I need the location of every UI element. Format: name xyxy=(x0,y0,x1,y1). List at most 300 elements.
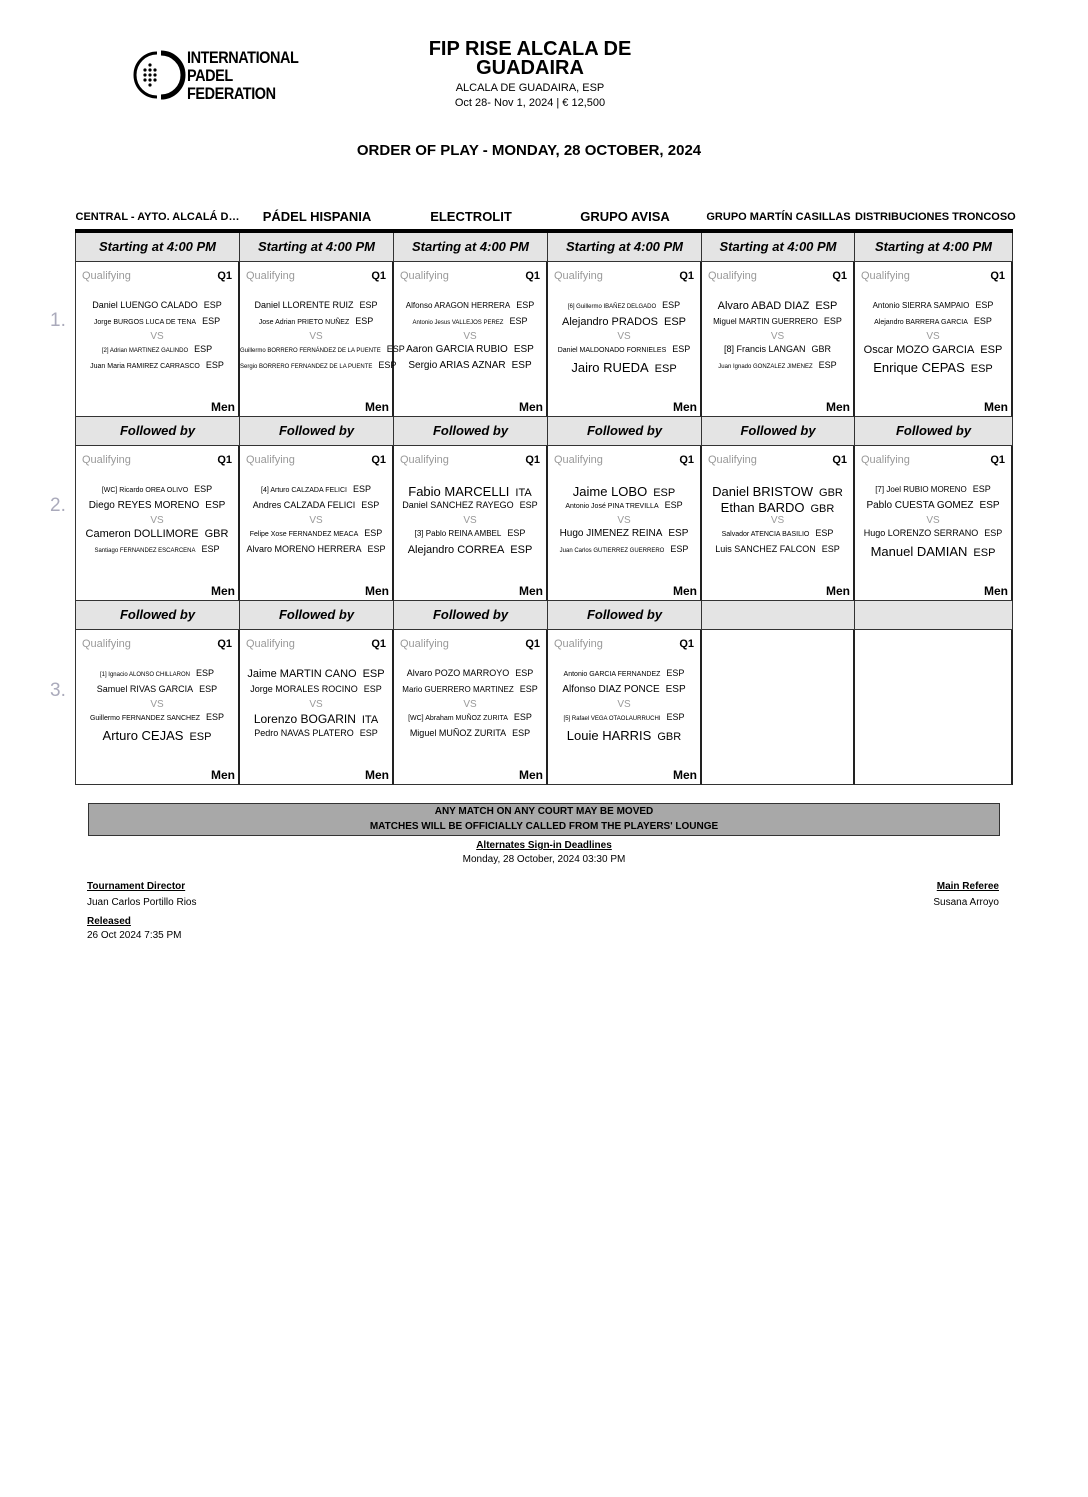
player-name: Fabio MARCELLI xyxy=(408,484,510,499)
empty-slot xyxy=(702,630,855,785)
player-line xyxy=(240,712,392,726)
player-line xyxy=(76,484,238,494)
player-name: Daniel LUENGO CALADO xyxy=(92,300,198,310)
vs-label: VS xyxy=(309,699,323,710)
player-country: ESP xyxy=(507,528,526,538)
player-name: Juan Maria RAMIREZ CARRASCO xyxy=(90,363,200,370)
player-country: GBR xyxy=(204,528,229,540)
slot-header xyxy=(702,601,855,630)
round-code: Q1 xyxy=(990,454,1005,466)
round-label: Qualifying xyxy=(246,270,295,282)
slot-header: Followed by xyxy=(702,417,855,446)
player-country: ESP xyxy=(206,712,225,722)
match-card xyxy=(75,262,240,417)
match-card xyxy=(240,446,394,601)
player-name: [8] Francis LANGAN xyxy=(723,344,806,354)
player-country: ESP xyxy=(355,316,374,326)
player-country: ITA xyxy=(515,487,532,499)
player-line xyxy=(548,528,700,539)
match-row xyxy=(75,262,1013,417)
player-country: ESP xyxy=(654,363,677,375)
match-card xyxy=(394,262,548,417)
player-line xyxy=(702,500,853,515)
row-number: 1. xyxy=(50,310,66,331)
player-name: Pablo CUESTA GOMEZ xyxy=(866,500,974,511)
category-label: Men xyxy=(984,584,1008,598)
court-name: GRUPO MARTÍN CASILLAS xyxy=(706,211,851,223)
player-line xyxy=(394,712,546,722)
logo-text-line: FEDERATION xyxy=(187,84,276,103)
slot-header: Followed by xyxy=(548,601,702,630)
vs-label: VS xyxy=(463,699,477,710)
player-name: Pedro NAVAS PLATERO xyxy=(254,728,354,738)
player-country: ITA xyxy=(361,714,379,726)
vs-label: VS xyxy=(770,515,785,526)
player-name: Mario GUERRERO MARTINEZ xyxy=(402,685,514,694)
round-code: Q1 xyxy=(679,638,694,650)
round-code: Q1 xyxy=(679,270,694,282)
player-country: ESP xyxy=(662,300,681,310)
player-name: Alejandro CORREA xyxy=(407,544,505,556)
court-name: PÁDEL HISPANIA xyxy=(262,209,372,224)
category-label: Men xyxy=(211,584,235,598)
player-country: ESP xyxy=(666,712,685,722)
player-country: ESP xyxy=(672,344,691,354)
player-country: ESP xyxy=(663,316,686,328)
player-country: ESP xyxy=(823,316,842,326)
player-name: Daniel BRISTOW xyxy=(712,484,814,499)
player-country: GBR xyxy=(811,344,832,354)
player-line xyxy=(76,712,238,722)
player-country: ESP xyxy=(364,528,383,538)
match-card xyxy=(855,446,1013,601)
row-number: 2. xyxy=(50,495,66,516)
player-name: Alejandro PRADOS xyxy=(561,316,658,328)
player-country: ESP xyxy=(359,728,378,738)
round-label: Qualifying xyxy=(708,270,757,282)
player-name: Arturo CEJAS xyxy=(102,728,184,743)
player-name: [5] Rafael VEGA OTAOLAURRUCHI xyxy=(563,716,661,722)
player-name: Jose Adrian PRIETO NUÑEZ xyxy=(258,319,350,326)
player-line xyxy=(702,544,853,554)
player-name: Guillermo FERNANDEZ SANCHEZ xyxy=(89,715,201,722)
player-country: ESP xyxy=(194,344,213,354)
round-label: Qualifying xyxy=(82,638,131,650)
player-line xyxy=(702,344,853,354)
vs-label: VS xyxy=(463,515,477,526)
logo-text-line: INTERNATIONAL xyxy=(187,48,299,67)
match-card xyxy=(548,630,702,785)
player-country: ESP xyxy=(205,360,224,370)
player-country: ESP xyxy=(980,344,1003,356)
player-country: ESP xyxy=(973,316,992,326)
player-line xyxy=(76,528,238,540)
round-label: Qualifying xyxy=(554,638,603,650)
notice-box xyxy=(88,803,1000,836)
slot-header: Followed by xyxy=(548,417,702,446)
player-name: Antonio José PINA TREVILLA xyxy=(565,503,659,510)
player-name: Cameron DOLLIMORE xyxy=(85,528,199,540)
player-country: ESP xyxy=(821,544,840,554)
player-country: ESP xyxy=(201,544,220,554)
logo-text-line: PADEL xyxy=(187,66,233,85)
player-country: ESP xyxy=(815,528,834,538)
player-line xyxy=(240,728,392,738)
player-country: ESP xyxy=(666,668,685,678)
vs-label: VS xyxy=(617,699,631,710)
round-code: Q1 xyxy=(832,454,847,466)
round-label: Qualifying xyxy=(82,454,131,466)
player-country: ESP xyxy=(352,484,371,494)
vs-label: VS xyxy=(617,515,631,526)
player-name: Sergio ARIAS AZNAR xyxy=(408,360,506,371)
category-label: Men xyxy=(211,768,235,782)
category-label: Men xyxy=(984,400,1008,414)
vs-label: VS xyxy=(150,515,164,526)
player-line xyxy=(240,316,392,326)
match-row xyxy=(75,446,1013,601)
player-country: ESP xyxy=(199,684,218,694)
round-code: Q1 xyxy=(217,270,232,282)
player-name: Guillermo BORRERO FERNÁNDEZ DE LA PUENTE xyxy=(240,348,381,354)
player-line xyxy=(702,528,853,538)
player-country: ESP xyxy=(516,300,535,310)
player-name: Aaron GARCIA RUBIO xyxy=(406,344,508,355)
player-line xyxy=(855,528,1011,538)
player-country: ESP xyxy=(513,344,534,355)
player-line xyxy=(548,684,700,695)
court-name: DISTRIBUCIONES TRONCOSO xyxy=(855,211,1016,223)
player-country: ESP xyxy=(515,668,534,678)
player-line xyxy=(855,544,1011,559)
round-code: Q1 xyxy=(832,270,847,282)
category-label: Men xyxy=(519,768,543,782)
round-code: Q1 xyxy=(217,454,232,466)
player-name: [WC] Abraham MUÑOZ ZURITA xyxy=(408,715,508,722)
player-line xyxy=(855,300,1011,310)
alternates-title: Alternates Sign-in Deadlines xyxy=(476,840,612,851)
round-label: Qualifying xyxy=(554,270,603,282)
player-country: ESP xyxy=(668,528,689,539)
player-line xyxy=(548,300,700,310)
player-line xyxy=(548,360,700,375)
player-country: ESP xyxy=(359,300,378,310)
player-line xyxy=(548,712,700,722)
match-card xyxy=(702,262,855,417)
player-name: Alvaro POZO MARROYO xyxy=(406,668,510,678)
notice-line: ANY MATCH ON ANY COURT MAY BE MOVED xyxy=(434,806,654,817)
slot-header: Starting at 4:00 PM xyxy=(75,233,240,262)
director-name: Juan Carlos Portillo Rios xyxy=(87,897,197,908)
player-name: [2] Adrian MARTINEZ GALINDO xyxy=(101,348,189,354)
player-name: Alvaro ABAD DIAZ xyxy=(717,300,810,312)
player-name: Hugo JIMENEZ REINA xyxy=(559,528,663,539)
category-label: Men xyxy=(519,584,543,598)
player-country: ESP xyxy=(973,547,996,559)
match-row xyxy=(75,630,1013,785)
match-card xyxy=(548,262,702,417)
court-name: ELECTROLIT xyxy=(430,209,512,224)
round-label: Qualifying xyxy=(400,454,449,466)
player-line xyxy=(855,500,1011,511)
slot-header: Starting at 4:00 PM xyxy=(548,233,702,262)
player-name: Ethan BARDO xyxy=(720,500,805,515)
player-name: Diego REYES MORENO xyxy=(88,500,200,511)
row-header xyxy=(75,601,1013,630)
player-country: ESP xyxy=(189,731,212,743)
vs-label: VS xyxy=(309,515,323,526)
released-title: Released xyxy=(87,916,131,927)
player-line xyxy=(76,316,238,326)
round-code: Q1 xyxy=(371,454,386,466)
player-name: Andres CALZADA FELICI xyxy=(252,500,356,510)
player-country: ESP xyxy=(664,500,683,510)
slot-header: Starting at 4:00 PM xyxy=(702,233,855,262)
player-country: ESP xyxy=(378,360,397,370)
referee-title: Main Referee xyxy=(936,881,999,892)
fip-logo xyxy=(135,46,299,108)
player-line xyxy=(76,344,238,354)
player-name: Juan Carlos GUTIERREZ GUERRERO xyxy=(559,548,665,554)
slot-header: Starting at 4:00 PM xyxy=(855,233,1013,262)
player-name: Jorge BURGOS LUCA DE TENA xyxy=(93,319,197,326)
player-name: Alejandro BARRERA GARCIA xyxy=(874,319,968,326)
round-code: Q1 xyxy=(217,638,232,650)
match-card xyxy=(75,630,240,785)
page-heading: ORDER OF PLAY - MONDAY, 28 OCTOBER, 2024 xyxy=(356,142,702,159)
referee-name: Susana Arroyo xyxy=(933,897,999,908)
player-country: ESP xyxy=(512,728,531,738)
slot-header: Starting at 4:00 PM xyxy=(240,233,394,262)
player-name: Alvaro MORENO HERRERA xyxy=(246,544,362,554)
player-country: ESP xyxy=(363,684,382,694)
player-name: Louie HARRIS xyxy=(566,728,652,743)
released-date: 26 Oct 2024 7:35 PM xyxy=(87,930,182,941)
player-country: ESP xyxy=(815,300,838,312)
vs-label: VS xyxy=(150,699,164,710)
match-card xyxy=(240,262,405,417)
player-line xyxy=(394,528,546,538)
player-line xyxy=(240,684,392,694)
player-line xyxy=(76,360,238,370)
schedule-grid xyxy=(75,207,1016,785)
player-name: Lorenzo BOGARIN xyxy=(253,712,356,726)
player-line xyxy=(394,316,546,326)
category-label: Men xyxy=(673,400,697,414)
slot-header: Followed by xyxy=(394,601,548,630)
player-name: Felipe Xose FERNANDEZ MEACA xyxy=(249,531,359,538)
category-label: Men xyxy=(826,584,850,598)
player-line xyxy=(76,728,238,743)
round-label: Qualifying xyxy=(861,454,910,466)
player-name: Daniel MALDONADO FORNIELES xyxy=(557,347,667,354)
player-line xyxy=(394,360,546,371)
player-country: ESP xyxy=(367,544,386,554)
tournament-dates: Oct 28- Nov 1, 2024 | € 12,500 xyxy=(454,97,606,109)
round-code: Q1 xyxy=(525,454,540,466)
player-line xyxy=(394,544,546,556)
player-country: ESP xyxy=(362,668,385,680)
row-header xyxy=(75,417,1013,446)
tournament-title: FIP RISE ALCALA DE GUADAIRA xyxy=(428,38,632,79)
category-label: Men xyxy=(365,584,389,598)
player-country: ESP xyxy=(653,487,676,499)
player-name: Antonio Jesus VALLEJOS PEREZ xyxy=(412,320,504,326)
match-card xyxy=(702,446,855,601)
category-label: Men xyxy=(826,400,850,414)
player-country: ESP xyxy=(509,316,528,326)
category-label: Men xyxy=(365,400,389,414)
slot-header: Starting at 4:00 PM xyxy=(394,233,548,262)
alternates-deadline: Monday, 28 October, 2024 03:30 PM xyxy=(462,854,626,865)
player-country: ESP xyxy=(984,528,1003,538)
category-label: Men xyxy=(365,768,389,782)
round-code: Q1 xyxy=(679,454,694,466)
player-line xyxy=(394,484,546,499)
player-line xyxy=(240,300,392,310)
category-label: Men xyxy=(519,400,543,414)
player-country: ESP xyxy=(519,684,538,694)
slot-header: Followed by xyxy=(240,417,394,446)
notice-line: MATCHES WILL BE OFFICIALLY CALLED FROM THE PLAYERS' LOUNGE xyxy=(369,821,719,832)
player-name: Alfonso DIAZ PONCE xyxy=(562,684,660,695)
player-country: ESP xyxy=(979,500,1000,511)
round-code: Q1 xyxy=(990,270,1005,282)
row-number: 3. xyxy=(50,680,66,701)
player-line xyxy=(855,360,1011,375)
player-country: ESP xyxy=(203,300,222,310)
player-country: ESP xyxy=(513,712,532,722)
player-line xyxy=(76,300,238,310)
slot-header: Followed by xyxy=(240,601,394,630)
player-name: Alfonso ARAGON HERRERA xyxy=(405,301,511,310)
player-name: Antonio SIERRA SAMPAIO xyxy=(872,301,970,310)
court-headers xyxy=(75,207,1016,233)
player-line xyxy=(240,544,392,554)
player-line xyxy=(394,500,546,510)
player-name: Miguel MARTIN GUERRERO xyxy=(713,317,818,326)
player-country: ESP xyxy=(361,500,380,510)
player-country: ESP xyxy=(818,360,837,370)
player-country: GBR xyxy=(657,731,682,743)
player-name: [3] Pablo REINA AMBEL xyxy=(414,529,502,538)
player-name: Santiago FERNANDEZ ESCARCENA xyxy=(94,548,196,554)
player-name: Jaime MARTIN CANO xyxy=(247,668,357,680)
player-name: Antonio GARCIA FERNANDEZ xyxy=(563,671,661,678)
round-label: Qualifying xyxy=(246,454,295,466)
category-label: Men xyxy=(673,768,697,782)
player-line xyxy=(394,668,546,678)
player-line xyxy=(76,684,238,694)
empty-slot xyxy=(855,630,1013,785)
vs-label: VS xyxy=(150,331,164,342)
player-name: [4] Arturo CALZADA FELICI xyxy=(261,487,347,494)
match-card xyxy=(75,446,240,601)
court-name: CENTRAL - AYTO. ALCALÁ D… xyxy=(75,211,240,223)
player-name: Manuel DAMIAN xyxy=(870,544,968,559)
vs-label: VS xyxy=(463,331,477,342)
player-country: ESP xyxy=(970,363,993,375)
player-line xyxy=(394,344,546,355)
vs-label: VS xyxy=(770,331,785,342)
player-country: ESP xyxy=(511,360,532,371)
player-line xyxy=(548,728,700,743)
player-line xyxy=(394,728,546,738)
player-country: ESP xyxy=(386,344,405,354)
player-line xyxy=(855,484,1011,494)
player-line xyxy=(855,316,1011,326)
match-card xyxy=(855,262,1013,417)
slot-header xyxy=(855,601,1013,630)
round-label: Qualifying xyxy=(861,270,910,282)
player-line xyxy=(548,316,700,328)
player-country: GBR xyxy=(819,487,843,499)
player-country: GBR xyxy=(810,503,835,515)
player-line xyxy=(76,544,238,554)
player-name: Jorge MORALES ROCINO xyxy=(250,684,358,694)
slot-header: Followed by xyxy=(855,417,1013,446)
player-line xyxy=(702,300,853,312)
round-code: Q1 xyxy=(525,638,540,650)
slot-header: Followed by xyxy=(75,417,240,446)
player-line xyxy=(240,668,392,680)
player-line xyxy=(702,360,853,370)
round-label: Qualifying xyxy=(554,454,603,466)
player-name: Jaime LOBO xyxy=(572,484,648,499)
player-name: Samuel RIVAS GARCIA xyxy=(96,684,194,694)
round-label: Qualifying xyxy=(708,454,757,466)
player-name: [7] Joel RUBIO MORENO xyxy=(875,485,967,494)
player-line xyxy=(702,316,853,326)
player-country: ESP xyxy=(202,316,221,326)
player-line xyxy=(240,500,392,510)
player-name: [1] Ignacio ALONSO CHILLARON xyxy=(99,672,191,678)
player-line xyxy=(240,360,397,370)
player-line xyxy=(394,300,546,310)
player-name: Daniel LLORENTE RUIZ xyxy=(254,300,354,310)
player-line xyxy=(394,684,546,694)
vs-label: VS xyxy=(926,515,940,526)
player-country: ESP xyxy=(194,484,213,494)
player-name: [WC] Ricardo OREA OLIVO xyxy=(101,487,189,494)
round-label: Qualifying xyxy=(246,638,295,650)
player-country: ESP xyxy=(510,544,533,556)
player-line xyxy=(855,344,1011,356)
player-country: ESP xyxy=(519,500,538,510)
player-country: ESP xyxy=(975,300,994,310)
player-name: Luis SANCHEZ FALCON xyxy=(715,544,816,554)
player-name: Juan Ignado GONZALEZ JIMENEZ xyxy=(718,364,813,370)
vs-label: VS xyxy=(617,331,631,342)
category-label: Men xyxy=(211,400,235,414)
player-country: ESP xyxy=(972,484,991,494)
vs-label: VS xyxy=(926,331,940,342)
player-line xyxy=(702,484,853,499)
padel-ball-icon xyxy=(135,50,181,100)
match-card xyxy=(240,630,394,785)
round-label: Qualifying xyxy=(400,270,449,282)
player-name: Jairo RUEDA xyxy=(571,360,649,375)
player-country: ESP xyxy=(665,684,686,695)
player-name: Daniel SANCHEZ RAYEGO xyxy=(402,500,514,510)
player-line xyxy=(76,500,238,511)
round-code: Q1 xyxy=(371,270,386,282)
slot-header: Followed by xyxy=(75,601,240,630)
player-name: Salvador ATENCIA BASILIO xyxy=(721,531,810,538)
tournament-location: ALCALA DE GUADAIRA, ESP xyxy=(455,82,605,94)
player-name: [6] Guillermo IBAÑEZ DELGADO xyxy=(567,304,657,310)
player-line xyxy=(548,500,700,510)
